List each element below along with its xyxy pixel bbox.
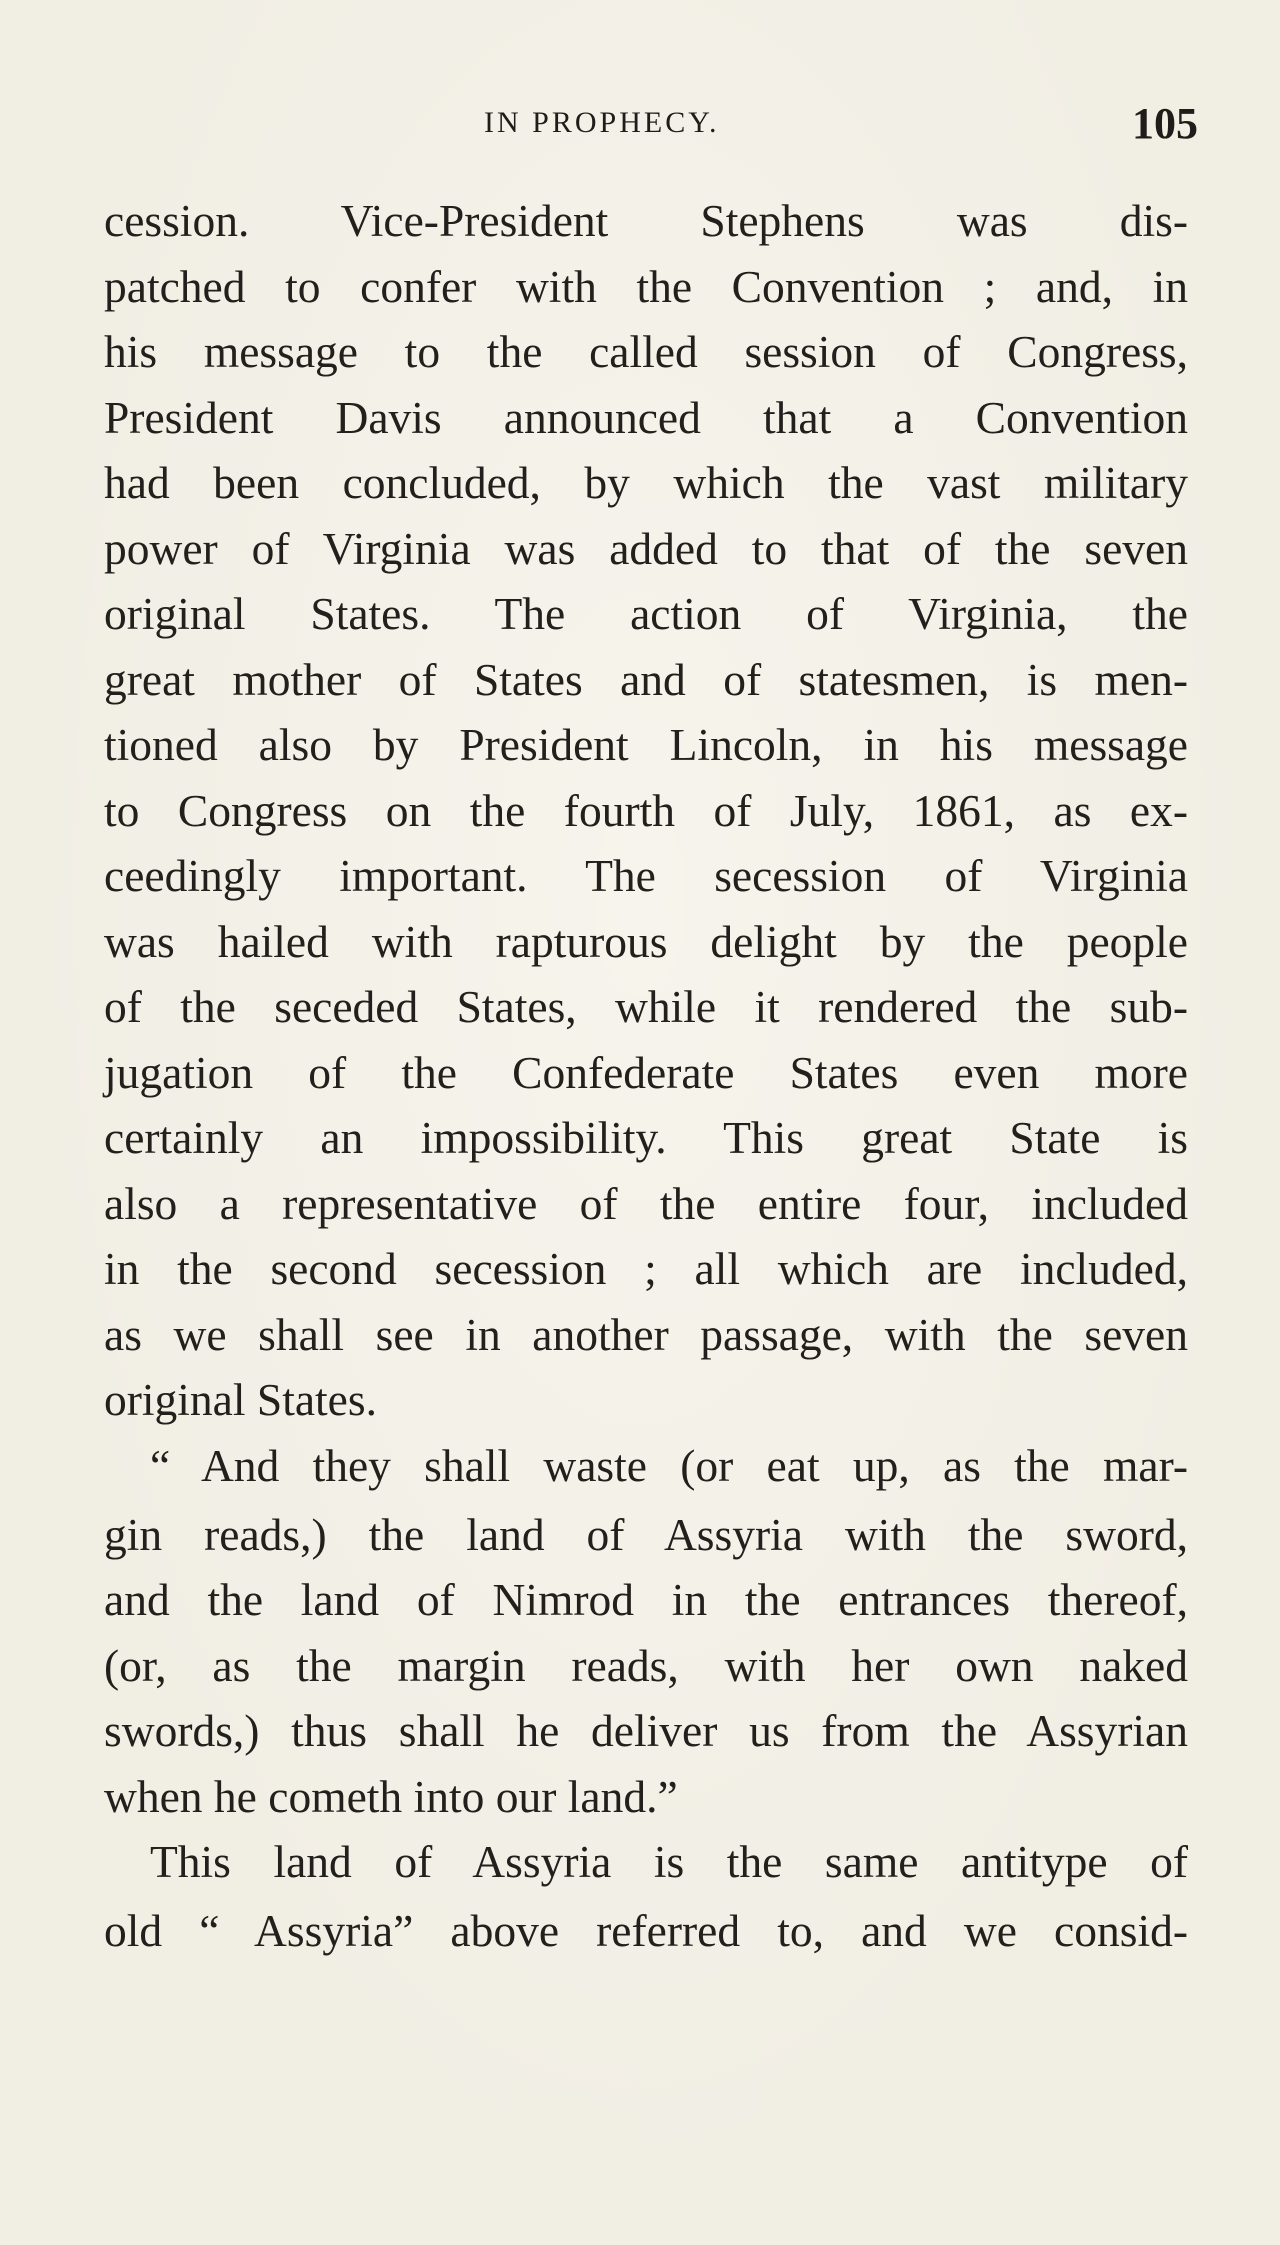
text-line: patched to confer with the Convention ; and, in	[104, 260, 1188, 312]
text-line: power of Virginia was added to that of the seven	[104, 522, 1188, 574]
text-line: cession. Vice-President Stephens was dis-	[104, 195, 1188, 246]
text-line: to Congress on the fourth of July, 1861, as ex-	[104, 784, 1188, 836]
quotation-end-line: when he cometh into our land.”	[104, 1770, 678, 1822]
text-line: President Davis announced that a Convention	[104, 391, 1188, 443]
text-line: jugation of the Confederate States even more	[104, 1046, 1188, 1098]
paragraph-first-line: This land of Assyria is the same antitype of	[150, 1836, 1188, 1887]
paragraph-end-line: original States.	[104, 1374, 377, 1425]
text-line: was hailed with rapturous delight by the people	[104, 915, 1188, 967]
quotation-first-line: “ And they shall waste (or eat up, as the mar-	[150, 1439, 1188, 1491]
running-head: IN PROPHECY.	[484, 106, 720, 139]
text-line: also a representative of the entire four, included	[104, 1177, 1188, 1229]
text-line: in the second secession ; all which are included,	[104, 1243, 1188, 1294]
text-line: ceedingly important. The secession of Virginia	[104, 850, 1188, 901]
text-line: certainly an impossibility. This great State is	[104, 1112, 1188, 1163]
page-number: 105	[1132, 99, 1198, 148]
text-line: old “ Assyria” above referred to, and we consid-	[104, 1905, 1188, 1956]
quotation-line: and the land of Nimrod in the entrances thereof,	[104, 1574, 1188, 1625]
text-line: original States. The action of Virginia, the	[104, 588, 1188, 639]
text-line: of the seceded States, while it rendered the sub-	[104, 981, 1188, 1032]
text-line: as we shall see in another passage, with the seven	[104, 1308, 1188, 1360]
page-header	[0, 98, 1280, 158]
text-line: his message to the called session of Congress,	[104, 326, 1188, 377]
text-line: had been concluded, by which the vast military	[104, 457, 1188, 508]
quotation-line: (or, as the margin reads, with her own naked	[104, 1639, 1188, 1691]
quotation-line: swords,) thus shall he deliver us from the Assyrian	[104, 1705, 1188, 1756]
quotation-line: gin reads,) the land of Assyria with the sword,	[104, 1508, 1188, 1560]
text-line: tioned also by President Lincoln, in his message	[104, 719, 1188, 770]
body-text	[104, 188, 1188, 1964]
text-line: great mother of States and of statesmen, is men-	[104, 653, 1188, 705]
